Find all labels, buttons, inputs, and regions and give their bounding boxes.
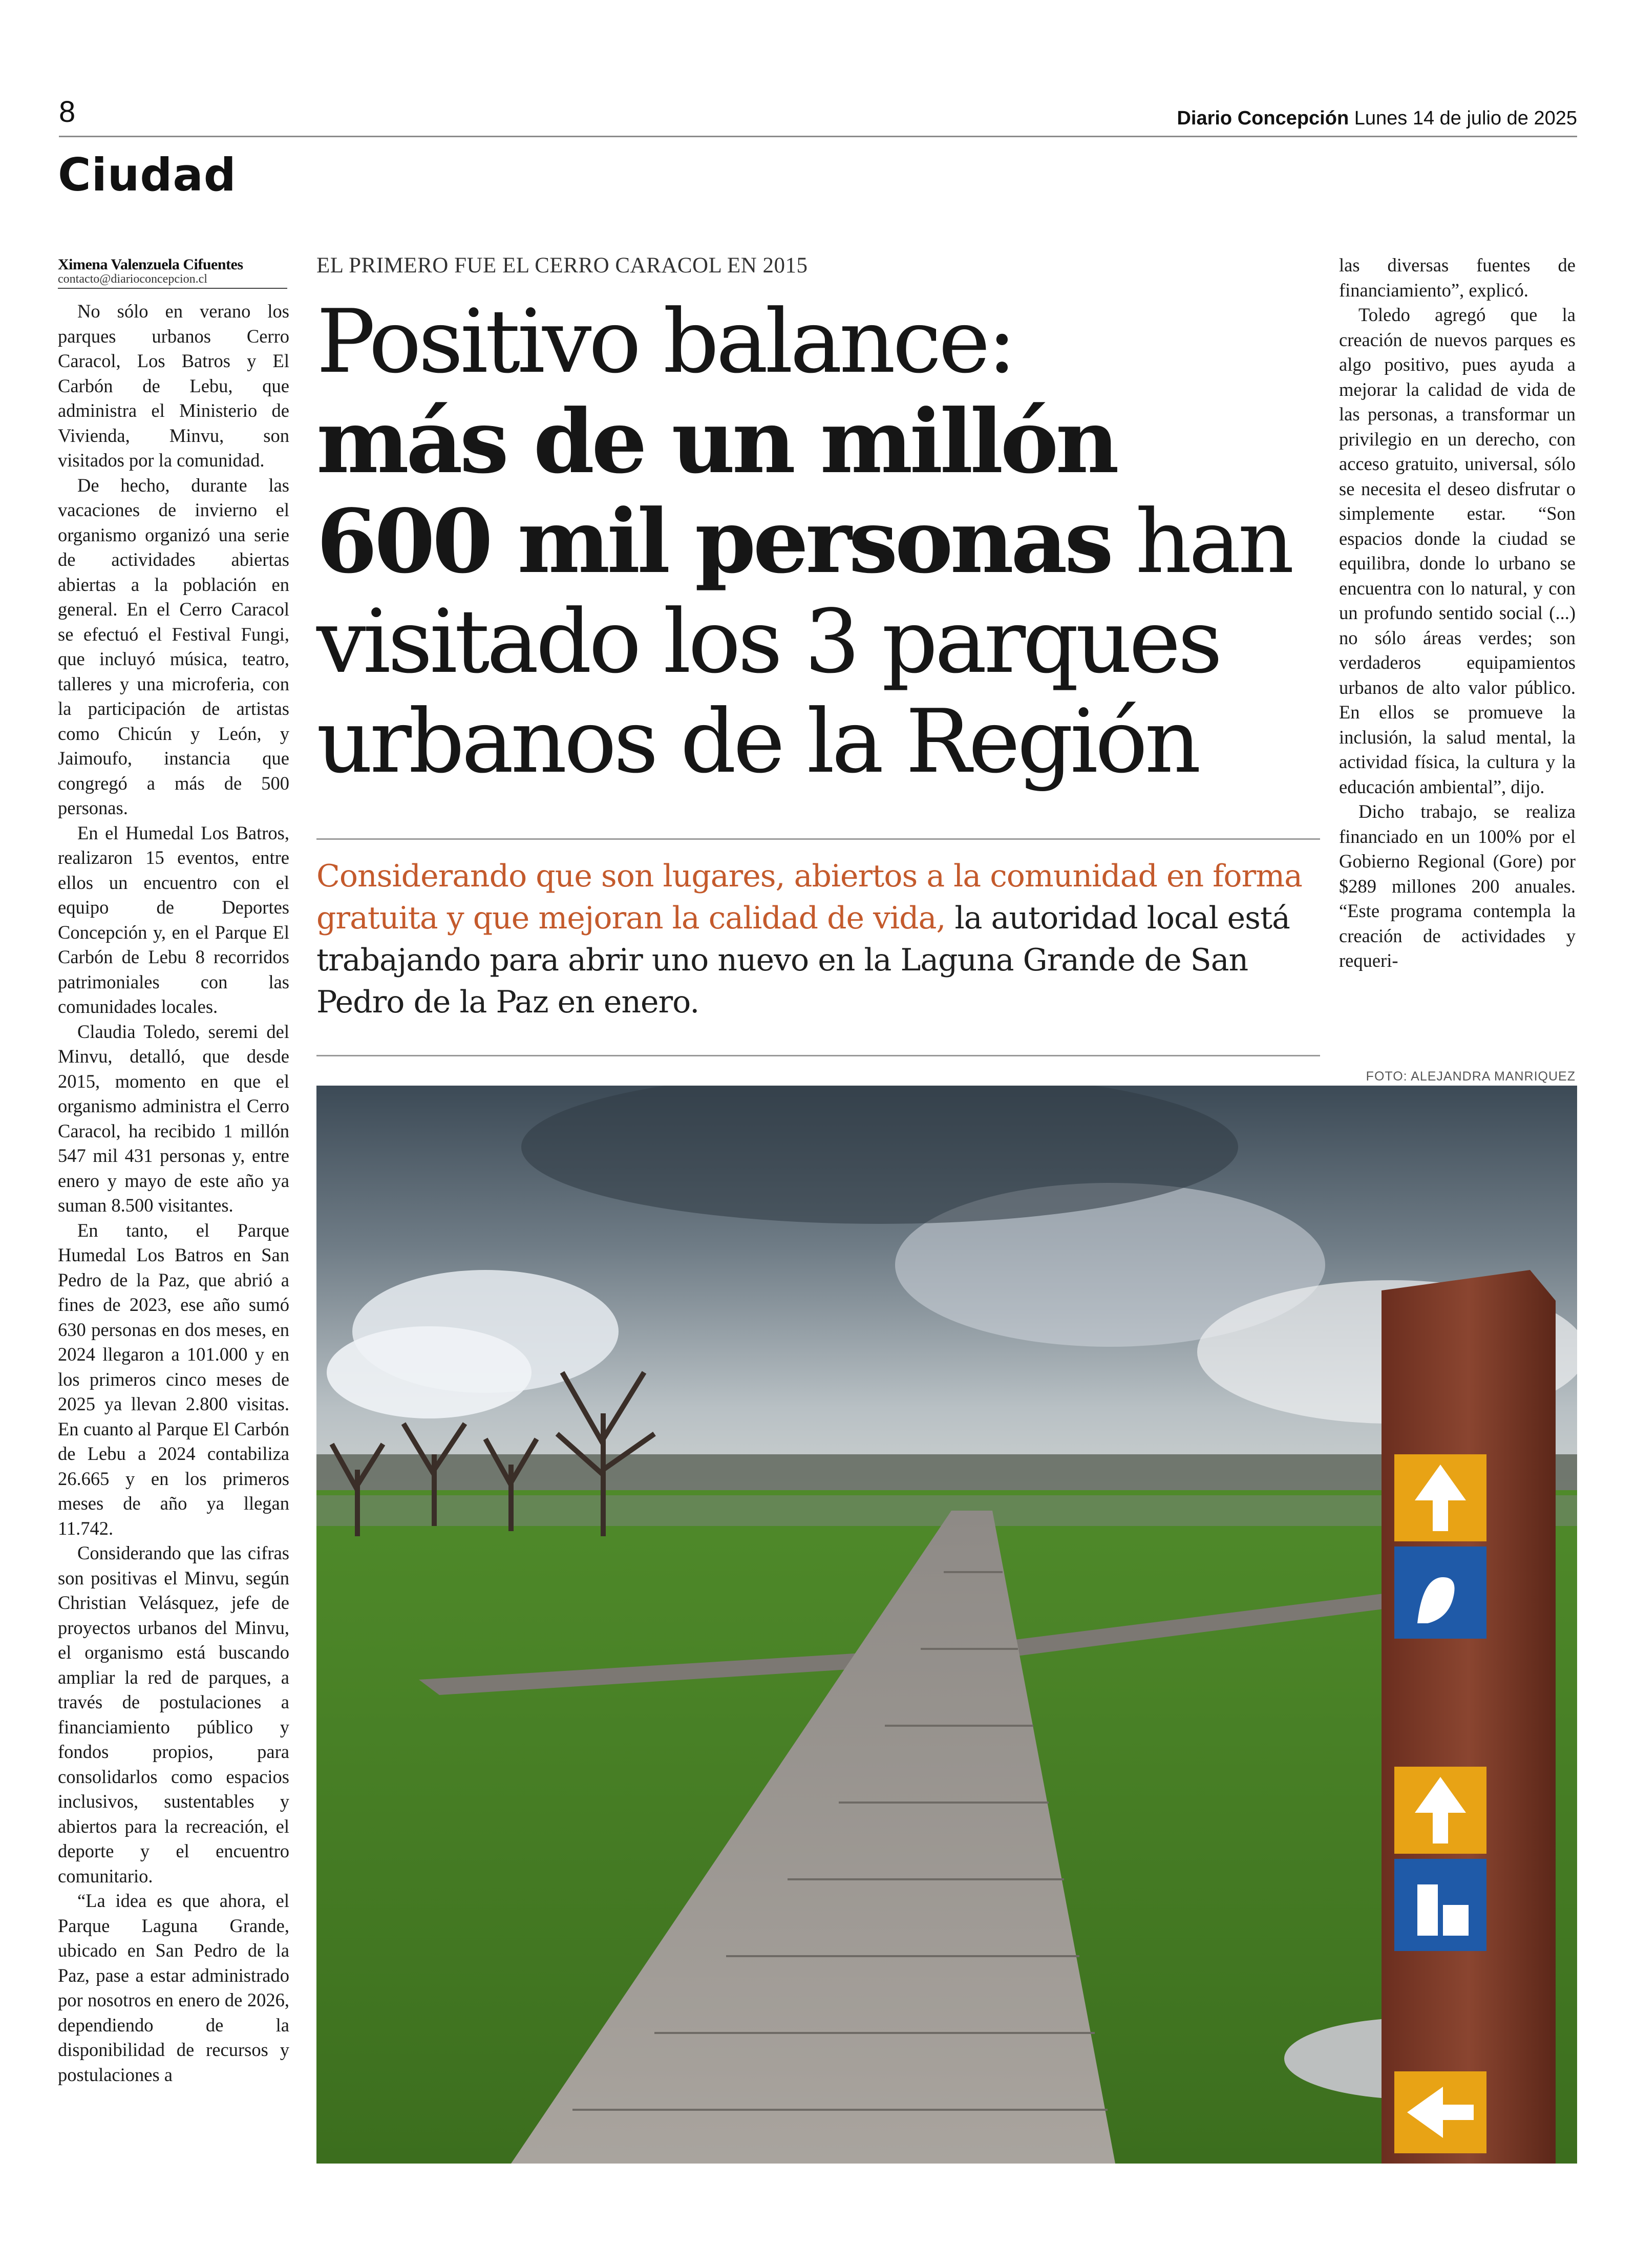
body-paragraph: En tanto, el Parque Humedal Los Batros en San Pedro de la Paz, que abrió a fines de 2023, ese año sumó 630 personas en dos meses, en 2024 llegaron a 101.000 y en los primeros cinco meses de 2025 ya llevan 2.800 visitas. En cuanto al Parque El Carbón de Lebu a 2024 contabiliza 26.665 y en los primeros meses de año ya llegan 11.742. — [58, 1219, 289, 1539]
masthead — [1177, 108, 1577, 130]
body-column-right — [1339, 253, 1576, 973]
info-sign — [1394, 1859, 1486, 1951]
subhead-rule-top — [316, 838, 1320, 840]
body-paragraph: “La idea es que ahora, el Parque Laguna Grande, ubicado en San Pedro de la Paz, pase a estar administrado por nosotros en enero de 2026, dependiendo de la disponibilidad de recursos y postulaciones a — [58, 1890, 289, 2085]
body-paragraph: En el Humedal Los Batros, realizaron 15 eventos, entre ellos un encuentro con el equipo de Deportes Concepción y, en el Parque El Carbón de Lebu 8 recorridos patrimoniales con las comunidades locales. — [58, 822, 289, 1017]
subhead-text: la autoridad local está trabajando para abrir uno nuevo en la Laguna Grande de San Pedro de la Paz en enero. — [316, 900, 1290, 1020]
headline-line: más de un millón — [316, 390, 1116, 493]
subhead-rule-bottom — [316, 1055, 1320, 1056]
headline-line: visitado los 3 parques — [316, 591, 1220, 693]
body-paragraph: Claudia Toledo, seremi del Minvu, detalló, que desde 2015, momento en que el organismo administra el Cerro Caracol, ha recibido 1 millón 547 mil 431 personas y, entre enero y mayo de este año ya suman 8.500 visitantes. — [58, 1021, 289, 1216]
body-paragraph: Toledo agregó que la creación de nuevos parques es algo positivo, pues ayuda a mejorar la calidad de vida de las personas, a transformar un privilegio en un derecho, con acceso gratuito, universal, sólo se necesita el deseo disfrutar o simplemente estar. “Son espacios donde la ciudad se equilibra, donde lo urbano se encuentra con lo natural, y con un profundo sentido social (...) no sólo áreas verdes; son verdaderos equipamientos urbanos de alto valor público. En ellos se promueve la inclusión, la salud mental, la actividad física, la cultura y la educación ambiental”, dijo. — [1339, 304, 1576, 797]
headline-bold: 600 mil personas — [316, 490, 1111, 593]
kicker: EL PRIMERO FUE EL CERRO CARACOL EN 2015 — [316, 253, 808, 278]
body-paragraph: De hecho, durante las vacaciones de invierno el organismo organizó una serie de actividades abiertas abiertas a la población en general. En el Cerro Caracol se efectuó el Festival Fungi, que incluyó música, teatro, talleres y una microferia, con la participación de artistas como Chicún y León, y Jaimoufo, instancia que congregó a más de 500 personas. — [58, 474, 289, 818]
subhead-accent: Considerando que son lugares, abiertos a la comunidad en forma gratuita y que mejoran la calidad de vida, — [316, 858, 1302, 936]
byline-rule — [58, 288, 287, 289]
lectern-icon — [1443, 1905, 1469, 1936]
body-paragraph: Considerando que las cifras son positivas el Minvu, según Christian Velásquez, jefe de proyectos urbanos del Minvu, el organismo está buscando ampliar la red de parques, a través de postulaciones a financiamiento público y fondos propios, para consolidarlos como espacios inclusivos, sustentables y abiertos para la recreación, el deporte y el encuentro comunitario. — [58, 1542, 289, 1887]
headline-line: Positivo balance: — [316, 291, 1014, 393]
wooden-signpost — [1382, 1270, 1556, 2164]
cloud — [327, 1326, 532, 1418]
newspaper-name: Diario Concepción — [1177, 108, 1349, 129]
issue-date: Lunes 14 de julio de 2025 — [1354, 108, 1577, 129]
page-number: 8 — [59, 95, 76, 129]
header-rule — [59, 136, 1577, 137]
body-paragraph: No sólo en verano los parques urbanos Cerro Caracol, Los Batros y El Carbón de Lebu, que administra el Ministerio de Vivienda, Minvu, son visitados por la comunidad. — [58, 301, 289, 471]
subheadline — [316, 855, 1320, 1023]
author-email[interactable]: contacto@diarioconcepcion.cl — [58, 272, 207, 286]
person-icon — [1417, 1884, 1438, 1936]
body-paragraph: Dicho trabajo, se realiza financiado en un 100% por el Gobierno Regional (Gore) por $289 millones 200 anuales. “Este programa contempla la creación de actividades y requeri- — [1339, 801, 1576, 971]
section-title: Ciudad — [58, 149, 237, 201]
headline — [316, 292, 1320, 792]
park-photo — [316, 1086, 1577, 2164]
headline-line: urbanos de la Región — [316, 691, 1198, 793]
headline-rest: han — [1111, 491, 1291, 593]
body-paragraph: las diversas fuentes de financiamiento”, explicó. — [1339, 255, 1576, 301]
author-name: Ximena Valenzuela Cifuentes — [58, 256, 243, 273]
photo-credit: FOTO: ALEJANDRA MANRIQUEZ — [1366, 1069, 1576, 1084]
boardwalk-image — [316, 1086, 1577, 2164]
headline-line — [316, 492, 1320, 592]
body-column-left — [58, 299, 289, 2087]
